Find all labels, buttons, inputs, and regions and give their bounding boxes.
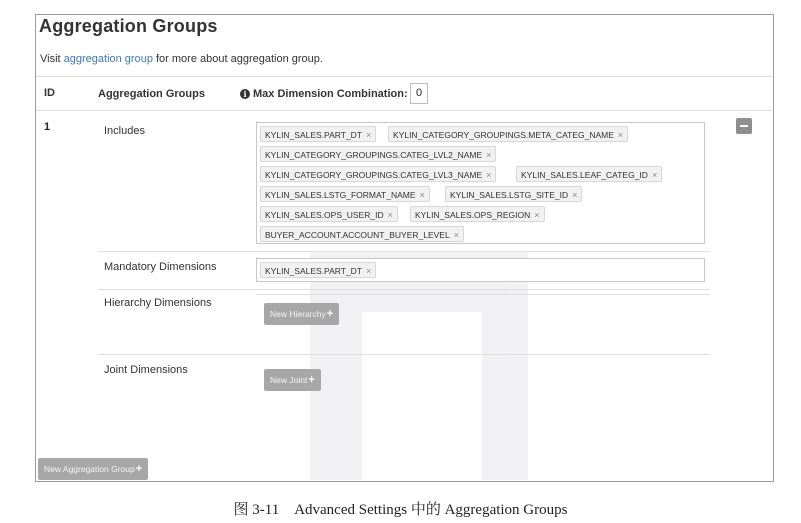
divider (36, 110, 772, 111)
include-tag (260, 186, 430, 202)
id-column-header: ID (44, 87, 55, 99)
visit-suffix: for more about aggregation group. (152, 53, 323, 65)
plus-icon: + (326, 308, 334, 320)
include-tag (260, 126, 376, 142)
new-joint-label: New Joint (270, 375, 308, 385)
divider (256, 294, 710, 295)
mandatory-tag-label: KYLIN_SALES.PART_DT (265, 266, 363, 276)
figure-caption: 图 3-11 Advanced Settings 中的 Aggregation Groups (233, 502, 568, 518)
includes-label: Includes (104, 125, 145, 137)
include-tag-label: KYLIN_CATEGORY_GROUPINGS.META_CATEG_NAME (393, 130, 614, 140)
info-icon: i (240, 89, 250, 99)
include-tag-label: KYLIN_SALES.LSTG_SITE_ID (450, 190, 569, 200)
new-aggregation-group-button[interactable] (38, 458, 148, 480)
aggregation-group-link[interactable]: aggregation group (63, 53, 153, 65)
include-tag-label: KYLIN_SALES.OPS_USER_ID (265, 210, 384, 220)
remove-tag-icon[interactable]: × (366, 130, 372, 140)
max-dimension-label: Max Dimension Combination: (253, 88, 408, 100)
remove-tag-icon[interactable]: × (534, 210, 540, 220)
new-aggregation-group-label: New Aggregation Group (44, 464, 135, 474)
include-tag-label: KYLIN_SALES.LSTG_FORMAT_NAME (265, 190, 416, 200)
new-hierarchy-label: New Hierarchy (270, 309, 326, 319)
include-tag (260, 226, 464, 242)
divider (98, 354, 710, 355)
divider (98, 289, 710, 290)
include-tag (445, 186, 582, 202)
remove-tag-icon[interactable]: × (617, 130, 624, 140)
remove-tag-icon[interactable]: × (453, 230, 459, 240)
divider (36, 76, 772, 77)
include-tag (260, 146, 496, 162)
include-tag-label: KYLIN_SALES.PART_DT (265, 130, 363, 140)
include-tag-label: BUYER_ACCOUNT.ACCOUNT_BUYER_LEVEL (265, 230, 450, 240)
include-tag (516, 166, 662, 182)
remove-tag-icon[interactable]: × (419, 190, 425, 200)
new-joint-button[interactable] (264, 369, 321, 391)
remove-tag-icon[interactable]: × (387, 210, 393, 220)
max-dimension-input[interactable]: 0 (410, 83, 428, 104)
new-hierarchy-button[interactable] (264, 303, 339, 325)
remove-tag-icon[interactable]: × (486, 170, 492, 180)
include-tag (260, 166, 496, 182)
page-title: Aggregation Groups (39, 16, 218, 36)
mandatory-tag (260, 262, 376, 278)
joint-label: Joint Dimensions (104, 364, 188, 376)
plus-icon: + (135, 463, 143, 475)
hierarchy-label: Hierarchy Dimensions (104, 297, 212, 309)
include-tag-label: KYLIN_SALES.OPS_REGION (415, 210, 531, 220)
visit-help-text (40, 53, 323, 65)
groups-column-header: Aggregation Groups (98, 88, 205, 100)
include-tag (388, 126, 628, 142)
remove-group-button[interactable] (736, 118, 752, 134)
include-tag (260, 206, 398, 222)
watermark (310, 252, 528, 480)
remove-tag-icon[interactable]: × (486, 150, 492, 160)
plus-icon: + (308, 374, 315, 386)
remove-tag-icon[interactable]: × (572, 190, 578, 200)
include-tag-label: KYLIN_SALES.LEAF_CATEG_ID (521, 170, 648, 180)
include-tag-label: KYLIN_CATEGORY_GROUPINGS.CATEG_LVL3_NAME (265, 170, 483, 180)
remove-tag-icon[interactable]: × (651, 170, 658, 180)
include-tag-label: KYLIN_CATEGORY_GROUPINGS.CATEG_LVL2_NAME (265, 150, 483, 160)
visit-prefix: Visit (40, 53, 64, 65)
max-dimension-header (240, 88, 408, 100)
remove-tag-icon[interactable]: × (366, 266, 372, 276)
group-id: 1 (44, 121, 51, 133)
divider (98, 251, 710, 252)
mandatory-label: Mandatory Dimensions (104, 261, 217, 273)
include-tag (410, 206, 545, 222)
